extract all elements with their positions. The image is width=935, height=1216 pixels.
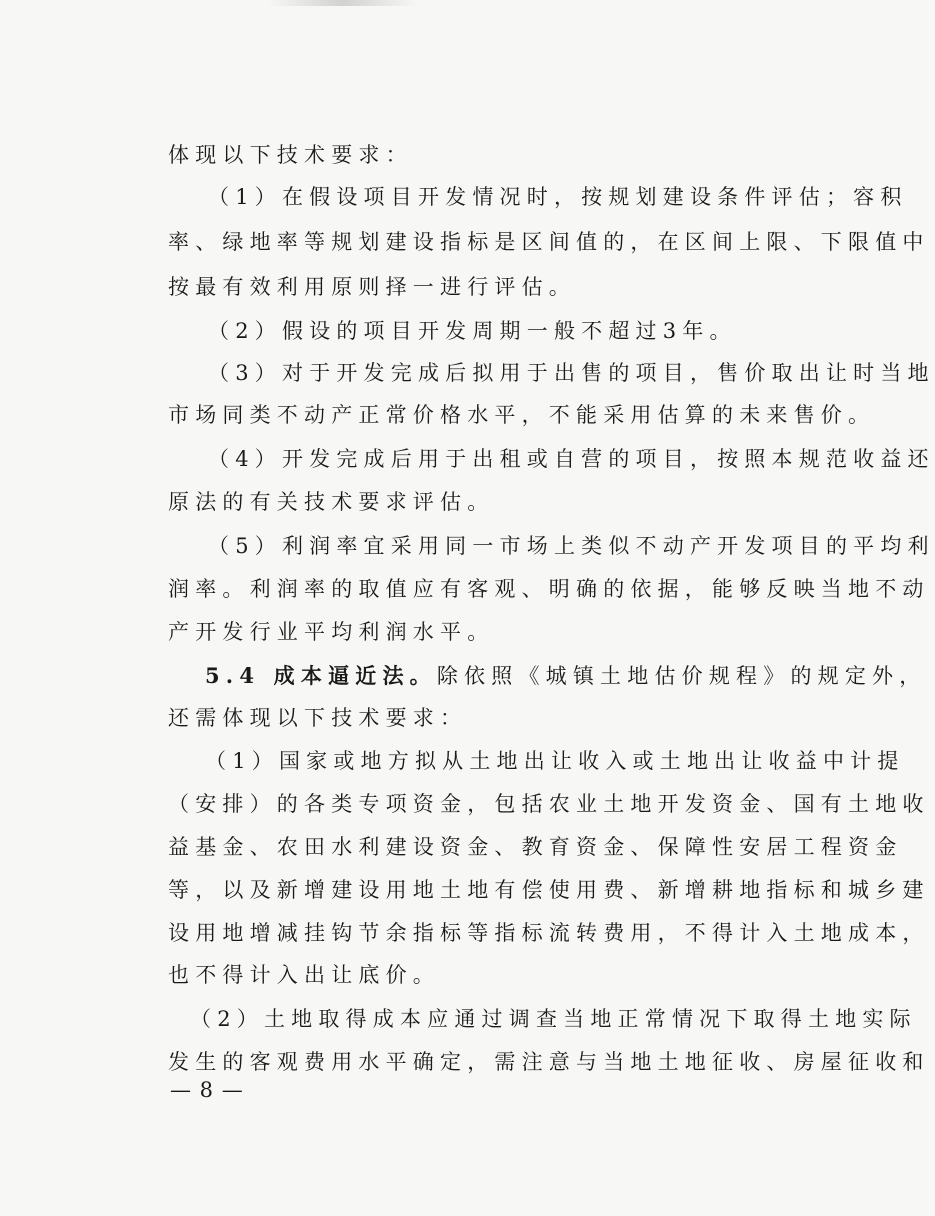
- text-line: 润率。利润率的取值应有客观、明确的依据，能够反映当地不动: [168, 577, 930, 601]
- text-line: 等，以及新增建设用地土地有偿使用费、新增耕地指标和城乡建: [168, 878, 930, 902]
- text-line: 市场同类不动产正常价格水平，不能采用估算的未来售价。: [168, 403, 876, 427]
- text-line: （3）对于开发完成后拟用于出售的项目，售价取出让时当地: [208, 361, 935, 385]
- section-title: 5.4 成本逼近法。: [205, 663, 437, 688]
- text-line: 率、绿地率等规划建设指标是区间值的，在区间上限、下限值中: [168, 230, 930, 254]
- text-line: 产开发行业平均利润水平。: [168, 620, 495, 644]
- text-line: 也不得计入出让底价。: [168, 963, 440, 987]
- text-line: （1）在假设项目开发情况时，按规划建设条件评估；容积: [208, 185, 908, 209]
- text-line: 设用地增减挂钩节余指标等指标流转费用，不得计入土地成本，: [168, 921, 930, 945]
- scan-smudge: [268, 0, 418, 6]
- text-line: 发生的客观费用水平确定，需注意与当地土地征收、房屋征收和: [168, 1050, 930, 1074]
- text-line: 益基金、农田水利建设资金、教育资金、保障性安居工程资金: [168, 835, 903, 859]
- text-line: （安排）的各类专项资金，包括农业土地开发资金、国有土地收: [168, 792, 930, 816]
- page-number: — 8 —: [170, 1078, 244, 1102]
- text-line: 按最有效利用原则择一进行评估。: [168, 275, 576, 299]
- text-line: （2）土地取得成本应通过调查当地正常情况下取得土地实际: [190, 1007, 917, 1031]
- text-line: 原法的有关技术要求评估。: [168, 490, 495, 514]
- text-line: （4）开发完成后用于出租或自营的项目，按照本规范收益还: [208, 447, 935, 471]
- text-line: （5）利润率宜采用同一市场上类似不动产开发项目的平均利: [208, 534, 935, 558]
- text-line: （1）国家或地方拟从土地出让收入或土地出让收益中计提: [205, 749, 905, 773]
- text-line: 还需体现以下技术要求：: [168, 706, 468, 730]
- section-heading: [205, 662, 926, 690]
- text-line: （2）假设的项目开发周期一般不超过3年。: [208, 319, 737, 343]
- section-heading-rest: 除依照《城镇土地估价规程》的规定外，: [436, 664, 927, 688]
- text-line: 体现以下技术要求：: [168, 143, 413, 167]
